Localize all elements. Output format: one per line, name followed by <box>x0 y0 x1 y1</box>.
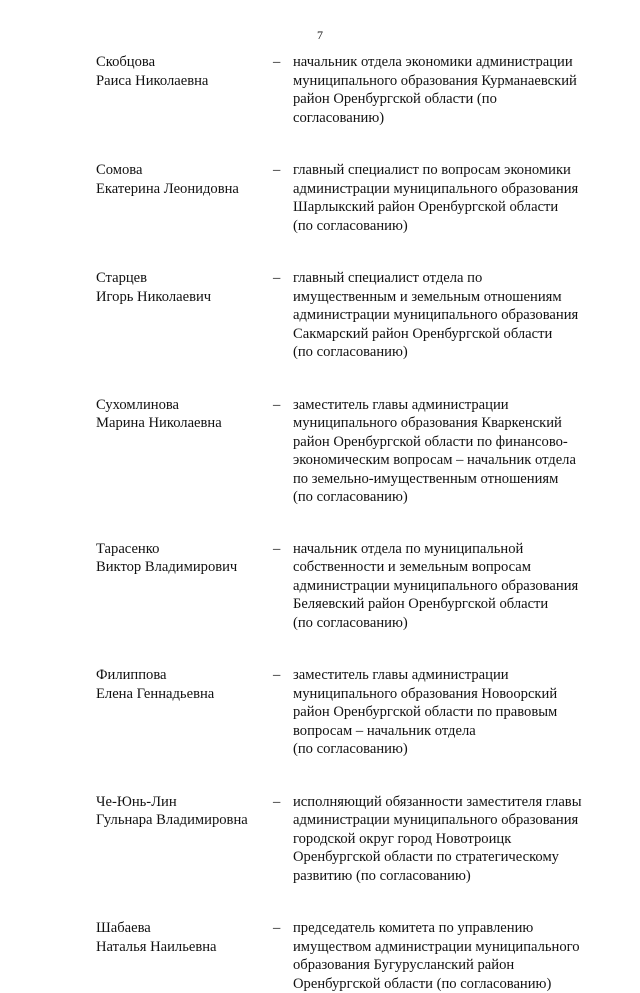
member-name <box>96 666 271 703</box>
member-entry <box>0 540 640 633</box>
member-surname: Сомова <box>96 161 271 180</box>
member-given-names: Марина Николаевна <box>96 414 271 433</box>
position-line: заместитель главы администрации <box>293 666 598 685</box>
position-line: Оренбургской области (по согласованию) <box>293 975 598 993</box>
position-line: главный специалист отдела по <box>293 269 598 288</box>
member-entry <box>0 919 640 993</box>
member-position <box>293 269 598 362</box>
member-entry <box>0 53 640 127</box>
position-line: экономическим вопросам – начальник отдела <box>293 451 598 470</box>
position-line: собственности и земельным вопросам <box>293 558 598 577</box>
separator-dash: – <box>273 269 280 288</box>
member-name <box>96 396 271 433</box>
commission-member-list <box>0 53 640 993</box>
member-entry <box>0 793 640 886</box>
position-line: муниципального образования Курманаевский <box>293 72 598 91</box>
member-position <box>293 161 598 235</box>
position-line: городской округ город Новотроицк <box>293 830 598 849</box>
position-line: исполняющий обязанности заместителя главы <box>293 793 598 812</box>
member-given-names: Виктор Владимирович <box>96 558 271 577</box>
member-position <box>293 396 598 507</box>
position-line: образования Бугурусланский район <box>293 956 598 975</box>
position-line: Оренбургской области по стратегическому <box>293 848 598 867</box>
member-name <box>96 269 271 306</box>
member-name <box>96 919 271 956</box>
member-name <box>96 793 271 830</box>
position-line: вопросам – начальник отдела <box>293 722 598 741</box>
member-entry <box>0 666 640 759</box>
position-line: администрации муниципального образования <box>293 811 598 830</box>
member-position <box>293 919 598 993</box>
position-line: Беляевский район Оренбургской области <box>293 595 598 614</box>
separator-dash: – <box>273 793 280 812</box>
position-line: администрации муниципального образования <box>293 180 598 199</box>
separator-dash: – <box>273 540 280 559</box>
member-given-names: Екатерина Леонидовна <box>96 180 271 199</box>
member-given-names: Гульнара Владимировна <box>96 811 271 830</box>
position-line: имущественным и земельным отношениям <box>293 288 598 307</box>
member-entry <box>0 269 640 362</box>
member-position <box>293 793 598 886</box>
member-position <box>293 666 598 759</box>
member-name <box>96 161 271 198</box>
member-position <box>293 540 598 633</box>
separator-dash: – <box>273 161 280 180</box>
member-position <box>293 53 598 127</box>
position-line: Шарлыкский район Оренбургской области <box>293 198 598 217</box>
position-line: по земельно-имущественным отношениям <box>293 470 598 489</box>
member-surname: Шабаева <box>96 919 271 938</box>
member-name <box>96 53 271 90</box>
position-line: администрации муниципального образования <box>293 306 598 325</box>
position-line: председатель комитета по управлению <box>293 919 598 938</box>
position-line: район Оренбургской области по правовым <box>293 703 598 722</box>
position-line: (по согласованию) <box>293 740 598 759</box>
position-line: (по согласованию) <box>293 217 598 236</box>
position-line: район Оренбургской области по финансово- <box>293 433 598 452</box>
position-line: начальник отдела экономики администрации <box>293 53 598 72</box>
position-line: согласованию) <box>293 109 598 128</box>
member-entry <box>0 161 640 235</box>
member-surname: Сухомлинова <box>96 396 271 415</box>
member-surname: Филиппова <box>96 666 271 685</box>
member-surname: Скобцова <box>96 53 271 72</box>
member-given-names: Наталья Наильевна <box>96 938 271 957</box>
separator-dash: – <box>273 53 280 72</box>
member-surname: Тарасенко <box>96 540 271 559</box>
position-line: (по согласованию) <box>293 488 598 507</box>
position-line: Сакмарский район Оренбургской области <box>293 325 598 344</box>
position-line: муниципального образования Кваркенский <box>293 414 598 433</box>
position-line: (по согласованию) <box>293 614 598 633</box>
member-entry <box>0 396 640 507</box>
member-given-names: Елена Геннадьевна <box>96 685 271 704</box>
position-line: муниципального образования Новоорский <box>293 685 598 704</box>
separator-dash: – <box>273 396 280 415</box>
member-given-names: Игорь Николаевич <box>96 288 271 307</box>
separator-dash: – <box>273 666 280 685</box>
position-line: (по согласованию) <box>293 343 598 362</box>
member-given-names: Раиса Николаевна <box>96 72 271 91</box>
separator-dash: – <box>273 919 280 938</box>
position-line: начальник отдела по муниципальной <box>293 540 598 559</box>
position-line: главный специалист по вопросам экономики <box>293 161 598 180</box>
position-line: район Оренбургской области (по <box>293 90 598 109</box>
position-line: заместитель главы администрации <box>293 396 598 415</box>
position-line: имуществом администрации муниципального <box>293 938 598 957</box>
member-name <box>96 540 271 577</box>
member-surname: Че-Юнь-Лин <box>96 793 271 812</box>
member-surname: Старцев <box>96 269 271 288</box>
position-line: администрации муниципального образования <box>293 577 598 596</box>
page-number: 7 <box>0 28 640 43</box>
position-line: развитию (по согласованию) <box>293 867 598 886</box>
